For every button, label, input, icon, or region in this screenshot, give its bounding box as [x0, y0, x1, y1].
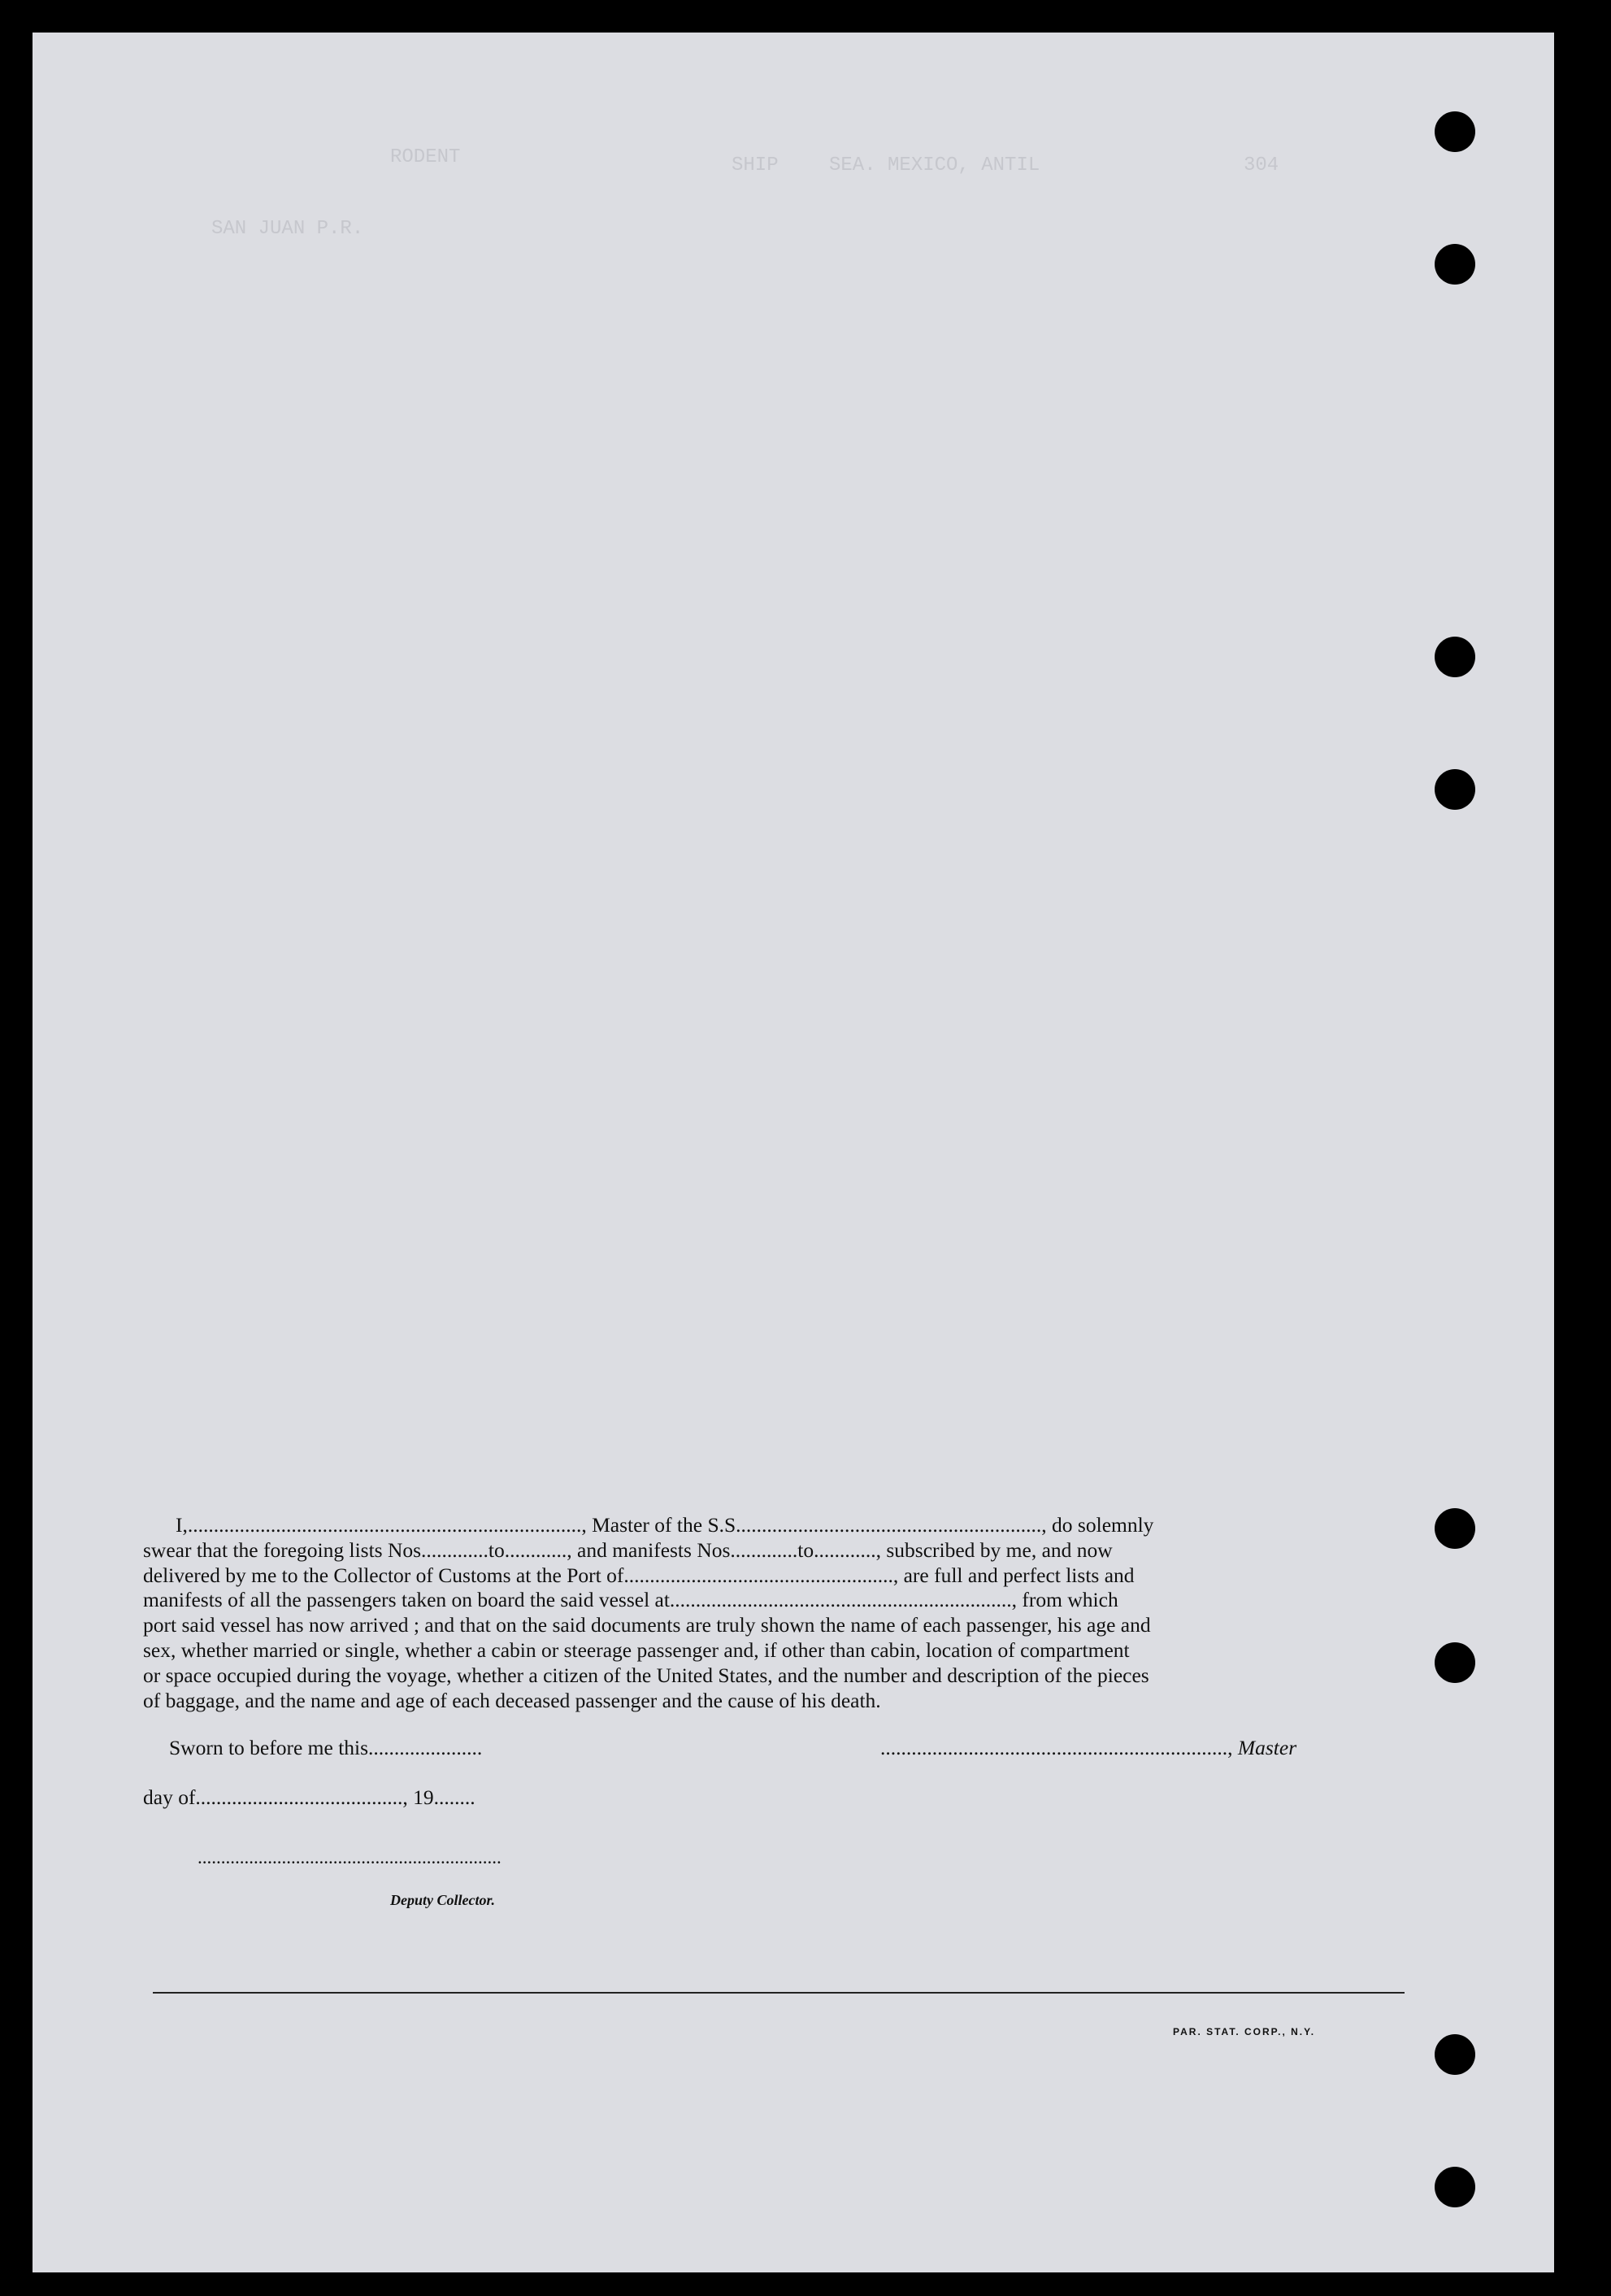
document-page — [33, 33, 1554, 2272]
master-signature-line — [880, 1736, 1296, 1760]
sworn-before-line: Sworn to before me this...................... — [169, 1736, 483, 1759]
punch-hole-7 — [1435, 2034, 1475, 2075]
oath-line: sex, whether married or single, whether a cabin or steerage passenger and, if other than cabin, location of compartment — [143, 1637, 1130, 1662]
punch-hole-3 — [1435, 637, 1475, 677]
oath-line: I,............................................................................, Master of the S.S..........................................................., do solemnly — [176, 1513, 1154, 1537]
bleed-through-text: RODENT — [390, 146, 461, 168]
printer-imprint: PAR. STAT. CORP., N.Y. — [1173, 2026, 1316, 2037]
bleed-through-text: 304 — [1244, 154, 1279, 176]
collector-dotted-line: ................................................................. — [198, 1847, 502, 1868]
punch-hole-6 — [1435, 1642, 1475, 1683]
horizontal-rule — [153, 1992, 1405, 1994]
bleed-through-text: SHIP — [732, 154, 779, 176]
punch-hole-1 — [1435, 111, 1475, 152]
day-of-line: day of........................................, 19........ — [143, 1785, 475, 1809]
punch-hole-5 — [1435, 1508, 1475, 1549]
oath-line: swear that the foregoing lists Nos.............to............, and manifests Nos.............to............, subscribed by me, and now — [143, 1537, 1113, 1562]
master-label: Master — [1237, 1736, 1297, 1759]
bleed-through-text: SAN JUAN P.R. — [211, 218, 364, 240]
master-oath — [143, 1513, 1382, 1713]
master-dotted-line: ..................................................................., — [880, 1736, 1238, 1759]
deputy-collector-label: Deputy Collector. — [390, 1892, 495, 1908]
bleed-through-text: SEA. MEXICO, ANTIL — [829, 154, 1040, 176]
oath-line: or space occupied during the voyage, whether a citizen of the United States, and the number and description of the pieces — [143, 1663, 1149, 1687]
oath-line: manifests of all the passengers taken on board the said vessel at.................................................................., from which — [143, 1588, 1118, 1612]
punch-hole-2 — [1435, 244, 1475, 285]
punch-hole-8 — [1435, 2167, 1475, 2207]
oath-line: of baggage, and the name and age of each deceased passenger and the cause of his death. — [143, 1688, 881, 1712]
punch-hole-4 — [1435, 769, 1475, 810]
oath-line: delivered by me to the Collector of Customs at the Port of...................................................., are full and perfect lists and — [143, 1563, 1135, 1587]
oath-line: port said vessel has now arrived ; and that on the said documents are truly shown the name of each passenger, his age and — [143, 1613, 1151, 1637]
